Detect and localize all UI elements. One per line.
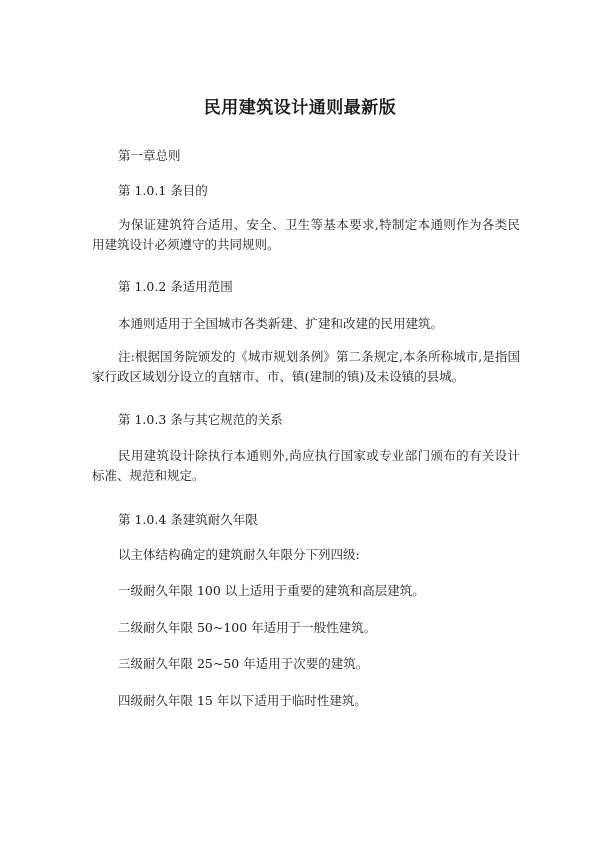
chapter-heading: 第一章总则	[118, 148, 181, 163]
body-paragraph: 本通则适用于全国城市各类新建、扩建和改建的民用建筑。	[118, 316, 444, 331]
note-paragraph: 注:根据国务院颁发的《城市规划条例》第二条规定,本条所称城市,是指国家行政区域划分设立的直辖市、市、镇(建制的镇)及未设镇的县城。	[92, 349, 520, 384]
section-heading: 第 1.0.1 条目的	[118, 183, 208, 198]
section-heading: 第 1.0.4 条建筑耐久年限	[118, 512, 258, 527]
document-title: 民用建筑设计通则最新版	[203, 98, 397, 118]
list-item: 四级耐久年限 15 年以下适用于临时性建筑。	[118, 693, 367, 708]
body-paragraph: 以主体结构确定的建筑耐久年限分下列四级:	[118, 547, 360, 562]
list-item: 三级耐久年限 25~50 年适用于次要的建筑。	[118, 656, 369, 671]
section-heading: 第 1.0.2 条适用范围	[118, 279, 233, 294]
body-paragraph: 民用建筑设计除执行本通则外,尚应执行国家或专业部门颁布的有关设计标准、规范和规定。	[92, 448, 520, 483]
list-item: 一级耐久年限 100 以上适用于重要的建筑和高层建筑。	[118, 583, 425, 598]
section-heading: 第 1.0.3 条与其它规范的关系	[118, 412, 283, 427]
list-item: 二级耐久年限 50~100 年适用于一般性建筑。	[118, 620, 377, 635]
body-paragraph: 为保证建筑符合适用、安全、卫生等基本要求,特制定本通则作为各类民用建筑设计必须遵守的共同规则。	[92, 217, 520, 252]
